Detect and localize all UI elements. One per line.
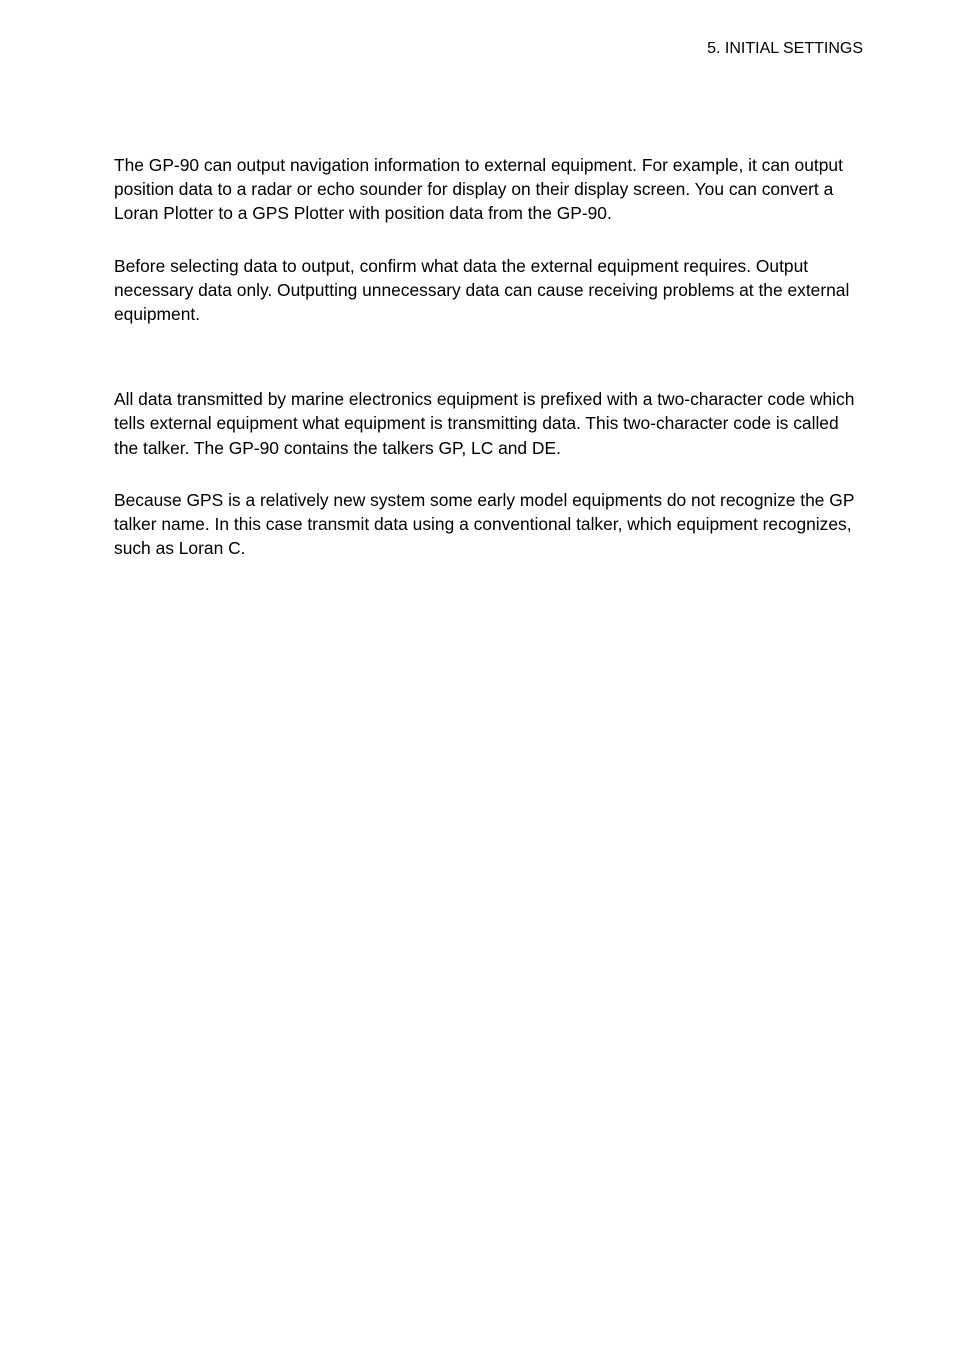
- running-header: 5. INITIAL SETTINGS: [707, 40, 863, 57]
- paragraph-output-caution: Before selecting data to output, confirm what data the external equipment requires. Output necessary data only. Outputting unnecessary data can cause receiving problems at the external equipment.: [114, 255, 850, 325]
- paragraph-talker-compatibility: Because GPS is a relatively new system some early model equipments do not recognize the GP talker name. In this case transmit data using a conventional talker, which equipment recognizes, such as Loran C.: [114, 489, 855, 559]
- paragraph-talker-definition: All data transmitted by marine electronics equipment is prefixed with a two-character code which tells external equipment what equipment is transmitting data. This two-character code is called the talker. The GP-90 contains the talkers GP, LC and DE.: [114, 389, 855, 458]
- paragraph-output-overview: The GP-90 can output navigation information to external equipment. For example, it can output position data to a radar or echo sounder for display on their display screen. You can convert a Loran Plotter to a GPS Plotter with position data from the GP-90.: [114, 155, 843, 224]
- page-content: [114, 153, 866, 560]
